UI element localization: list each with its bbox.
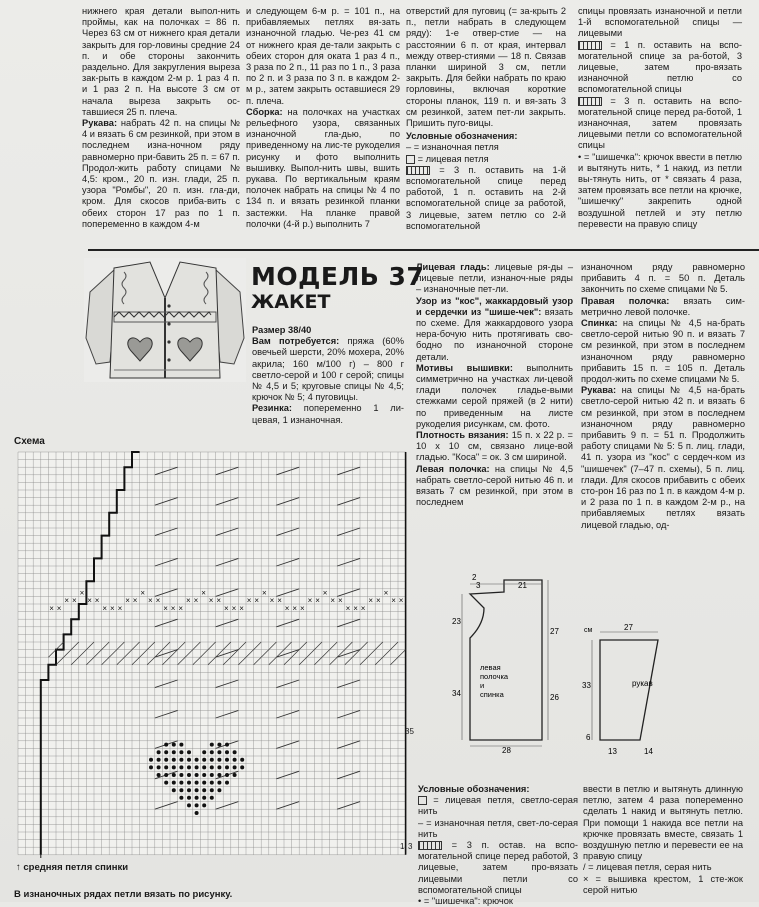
top-col-3 [406, 6, 566, 232]
svg-text:×: × [64, 596, 70, 606]
cable-symbol-4 [418, 841, 442, 850]
svg-text:×: × [208, 596, 214, 606]
svg-text:×: × [315, 596, 320, 606]
svg-text:×: × [224, 603, 229, 613]
svg-text:×: × [398, 596, 404, 606]
bottom-legend-dark-knit: / = лицевая петля, серая нить [583, 862, 712, 873]
svg-text:×: × [148, 596, 153, 606]
knitting-chart [12, 448, 412, 858]
chart-footer-note: В изнаночных рядах петли вязать по рисунку. [14, 889, 233, 900]
left-front-text: на спицы № 4,5 набрать светло-серой нитью 46 п. и вязать 7 см резинкой, при этом в последнем [416, 463, 574, 508]
svg-text:×: × [163, 603, 168, 613]
sleeves-heading: Рукава: [581, 385, 617, 396]
bottom-legend-cable: = 3 п. остав. на вспо-могательной спице перед работой, 3 лицевые, затем про-вязать лицевыми петли со вспомогательной спицы [418, 840, 578, 895]
sleeve-unit-cm: см [584, 627, 593, 634]
gauge-heading: Плотность вязания: [416, 430, 509, 441]
sleeve-heading: Рукава: [82, 118, 118, 129]
legend-item-purl: – = изнаночная петля [406, 142, 499, 153]
bottom-legend-bobble-cont: ввести в петлю и вытянуть длинную петлю, затем 4 раза попеременно сделать 1 накид и вытянуть петлю. При помощи 1 накида все петли на крючке провязать вместе, связать 1 воздушную петлю и перевести ее на правую спицу [583, 784, 743, 862]
sleeve-dim-27: 27 [624, 623, 633, 632]
bottom-legend-cross-stitch: × = вышивка крестом, 1 сте-жок серой нитью [583, 873, 743, 895]
size-label: Размер 38/40 [252, 325, 312, 335]
sleeve-piece-label: рукав [632, 679, 653, 688]
svg-text:×: × [330, 596, 336, 606]
mid-col-2 [581, 262, 745, 531]
bottom-legend-knit: = лицевая петля, светло-серая нить [418, 795, 579, 817]
knit-symbol [406, 155, 415, 164]
svg-text:×: × [201, 588, 206, 598]
jacket-illustration [84, 258, 246, 382]
svg-text:×: × [391, 596, 396, 606]
mid-col-1 [416, 262, 573, 508]
dim-3: 3 [476, 581, 481, 590]
svg-text:×: × [87, 596, 92, 606]
model-subtitle: ЖАКЕТ [251, 291, 331, 313]
right-front-heading: Правая полочка: [581, 295, 670, 306]
front-back-pattern [440, 574, 560, 754]
svg-text:×: × [383, 588, 389, 598]
svg-text:×: × [284, 603, 290, 613]
rib-heading: Резинка: [252, 403, 293, 414]
chart-row-35: 35 [405, 727, 414, 736]
embroidery-heading: Мотивы вышивки: [416, 362, 513, 373]
svg-text:×: × [72, 596, 77, 606]
sleeve-dim-14: 14 [644, 747, 653, 756]
section-divider [88, 249, 759, 251]
sleeve-dim-13: 13 [608, 747, 617, 756]
svg-text:×: × [170, 603, 176, 613]
svg-text:×: × [186, 596, 191, 606]
bottom-legend-2 [583, 784, 743, 896]
svg-text:×: × [338, 596, 343, 606]
dim-34: 34 [452, 689, 461, 698]
legend-item-cable-3: = 3 п. оставить на вспо-могательной спице перед ра-ботой, 1 изнаночная, затем провязать лицевыми петли со вспомогательной спицы [578, 95, 742, 151]
svg-text:×: × [269, 596, 275, 606]
rib-text: попеременно 1 ли-цевая, 1 изнаночная. [252, 403, 404, 425]
knit-light-symbol [418, 796, 427, 805]
svg-text:×: × [353, 603, 358, 613]
dim-2: 2 [472, 574, 477, 582]
svg-text:×: × [79, 588, 85, 598]
svg-text:×: × [178, 603, 184, 613]
svg-text:×: × [110, 603, 115, 613]
dim-28: 28 [502, 746, 511, 754]
dim-23: 23 [452, 617, 461, 626]
materials-heading: Вам потребуется: [252, 336, 340, 347]
svg-text:×: × [246, 596, 252, 606]
svg-text:×: × [360, 603, 366, 613]
svg-text:×: × [254, 596, 260, 606]
svg-text:×: × [125, 596, 130, 606]
bottom-legend-purl: – = изнаночная петля, свет-ло-серая нить [418, 817, 578, 839]
top-col-4 [578, 6, 742, 230]
cable-symbol-2 [578, 41, 602, 50]
sleeve-dim-6: 6 [586, 733, 591, 742]
buttonholes-text: отверстий для пуговиц (= за-крыть 2 п., петли набрать в следующем ряду): 1-е отвер-стие — на расстоянии 6 п. от края, интервал между отвер-стиями — 18 п. Связав планки шириной 3 см, петли закрыть. Для бейки набрать по краю горловины, включая короткие стороны планок, 119 п. и вя-зать 3 см резинкой, затем пет-ли закрыть. Пришить пуго-вицы. [406, 6, 566, 129]
svg-text:×: × [322, 588, 328, 598]
dim-21: 21 [518, 581, 527, 590]
svg-text:×: × [193, 596, 199, 606]
stockinette-heading: Лицевая гладь: [416, 262, 490, 272]
back-text: нижнего края детали выпол-нить проймы, как на полочках = 86 п. Через 63 см от нижнего края детали закрыть для гор-ловины средние 24 п. и обе стороны закончить раздельно. Для закругления выреза зак-рыть в каждом 2-м р. 1 раз 4 п. и 1 раз 2 п. На высоте 3 см от начала выреза закрыть ос-тавшиеся 25 п. плеча. [82, 6, 240, 117]
left-front-heading: Левая полочка: [416, 463, 490, 474]
legend-item-bobble: • = "шишечка": крючок ввести в петлю и вытянуть нить, * 1 накид, из петли вы-тянуть нить, от * связать 4 раза, затем провязать все петли на крючке, "шишечку" закрепить одной воздушной петлей и эту петлю перевести на правую спицу [578, 151, 742, 229]
svg-text:×: × [102, 603, 108, 613]
legend-item-knit: = лицевая петля [417, 153, 489, 164]
bottom-legend-bobble: • = "шишечка": крючок [418, 896, 513, 907]
svg-text:×: × [376, 596, 381, 606]
svg-text:×: × [49, 603, 54, 613]
dim-26: 26 [550, 693, 559, 702]
sleeve-dim-33: 33 [582, 681, 591, 690]
left-front-cont: изнаночном ряду равномерно прибавить 4 п. = 50 п. Деталь закончить по схеме спицами № 5. [581, 262, 745, 295]
svg-text:×: × [277, 596, 282, 606]
materials-text: пряжа (60% овечьей шерсти, 20% мохера, 20% акрила; 160 м/100 г) – 800 г светло-серой и 100 г серой; спицы № 4,5 и 5; круговые спицы № 4,5; крючок № 5; 4 пуговицы. [252, 336, 404, 403]
legend-item-cable-2: = 1 п. оставить на вспо-могательной спице за ра-ботой, 3 лицевые, затем про-вязать изнаночной петлю со вспомогательной спицы [578, 39, 742, 95]
dim-27: 27 [550, 627, 559, 636]
pattern-text: вязать по схеме. Для жаккардового узора нера-бочую нить протягивать сво-бодно по изнаночной стороне детали. [416, 306, 573, 362]
center-stitch-label: ↑ средняя петля спинки [16, 862, 129, 873]
stockinette-text: лицевые ря-ды – лицевые петли, изнаноч-ные ряды – изнаночные пет-ли. [416, 262, 574, 295]
svg-text:×: × [216, 596, 222, 606]
gauge-text: 15 п. x 22 р. = 10 x 10 см, связано лице-вой гладью. "Коса" = ок. 3 см шириной. [416, 430, 573, 463]
sleeve-text: набрать 42 п. на спицы № 4 и вязать 6 см резинкой, при этом в последнем изна-ночном ряду равномерно при-бавить 25 п. = 67 п. Продол-жить работу спицами № 4,5: кром., 20 п. изн. глади, 25 п. узора "Ромбы", 20 п. изн. гла-ди, кром. Для скосов приба-вить с обеих сторон 17 раз по 1 п. попеременно в каждом 4-м [82, 118, 240, 229]
top-col-1 [82, 6, 240, 230]
embroidery-text: выполнить симметрично на участках ли-цевой глади полочек гладье-выми стежками серой пряжей (в 2 нити) по приведенным на листе рукоделия рисункам, см. фото. [416, 362, 573, 429]
svg-text:×: × [94, 596, 100, 606]
cable-symbol-3 [578, 97, 602, 106]
svg-text:×: × [140, 588, 146, 598]
sleeve-cont-text: и следующем 6-м р. = 101 п., на прибавляемых петлях вя-зать изнаночной гладью. Че-рез 41 см от нижнего края де-тали закрыть с обеих сторон для оката 1 раз 4 п., 3 раза по 2 п., 11 раз по 1 п., 3 раза по 2 п. и 3 раза по 3 п. в каждом 2-м р., затем закрыть оставшиеся 29 п. плеча. [246, 6, 400, 106]
model-info [252, 325, 404, 426]
svg-text:×: × [239, 603, 244, 613]
bottom-legend-1 [418, 784, 578, 907]
svg-text:×: × [231, 603, 237, 613]
top-col-2 [246, 6, 400, 230]
svg-text:×: × [155, 596, 161, 606]
legend-item-cable-1: = 3 п. оставить на 1-й вспомогательной спице перед работой, 1 п. оставить на 2-й вспомогательной спице за работой, 3 лицевые, затем петлю со 2-й вспомогательной [406, 164, 566, 231]
assembly-text: на полочках на участках рельефного узора, связанных изнаночной гла-дью, по приведенному на лис-те рукоделия рисунку и фото выполнить вышивку. Выпол-нить швы, вшить рукава. По вертикальным краям полочек набрать на спицы № 4 по 134 п. и вязать резинкой планки застежки. На планке правой полочки (4-й р.) выполнить 7 [246, 106, 400, 229]
svg-text:×: × [117, 603, 123, 613]
chart-row-3: 3 [408, 842, 413, 851]
svg-text:×: × [307, 596, 313, 606]
assembly-heading: Сборка: [246, 106, 283, 117]
bottom-legend-heading: Условные обозначения: [418, 784, 530, 794]
svg-text:×: × [262, 588, 267, 598]
legend-cont: спицы провязать изнаночной и петли 1-й вспомогательной спицы — лицевыми [578, 6, 742, 39]
svg-text:×: × [292, 603, 298, 613]
sleeves-text: на спицы № 4,5 на-брать светло-серой нитью 42 п. и вязать 6 см резинкой, при этом в последнем изнаночном ряду равномерно прибавить 9 п. = 51 п. Продолжить работу спицами № 5: 5 п. лиц. глади, 41 п. узора из "кос" с сердеч-ком из "шишечек" (7–47 п. схемы), 5 п. лиц. глади. Для скосов прибавить с обеих сто-рон 16 раз по 1 п. в каждом 4-м р. и 2 раза по 1 п. в каждом 2-м р., на прибавляемых петлях вязать лицевой гладью, од- [581, 385, 745, 530]
chart-row-1: 1 [400, 842, 405, 851]
sleeve-pattern [582, 622, 674, 762]
model-title: МОДЕЛЬ 37 [251, 262, 425, 291]
legend-heading-top: Условные обозначения: [406, 131, 518, 142]
right-front-text: вязать сим-метрично левой полочке. [581, 295, 745, 317]
svg-text:×: × [132, 596, 138, 606]
schema-label: Схема [14, 436, 45, 447]
back-heading: Спинка: [581, 318, 618, 329]
svg-text:×: × [345, 603, 351, 613]
svg-text:×: × [56, 603, 62, 613]
svg-text:×: × [300, 603, 305, 613]
cable-symbol-1 [406, 166, 430, 175]
svg-text:×: × [368, 596, 374, 606]
back-piece-text: на спицы № 4,5 на-брать светло-серой нитью 90 п. и вязать 7 см резинкой, при этом в последнем изнаночном ряду равномерно прибавить 15 п. = 105 п. Деталь продол-жить по схеме спицами № 5. [581, 318, 745, 385]
left-front-piece-label: левая полочка и спинка [480, 663, 509, 699]
pattern-heading: Узор из "кос", жаккардовый узор и сердечки из "шише-чек": [416, 295, 573, 317]
